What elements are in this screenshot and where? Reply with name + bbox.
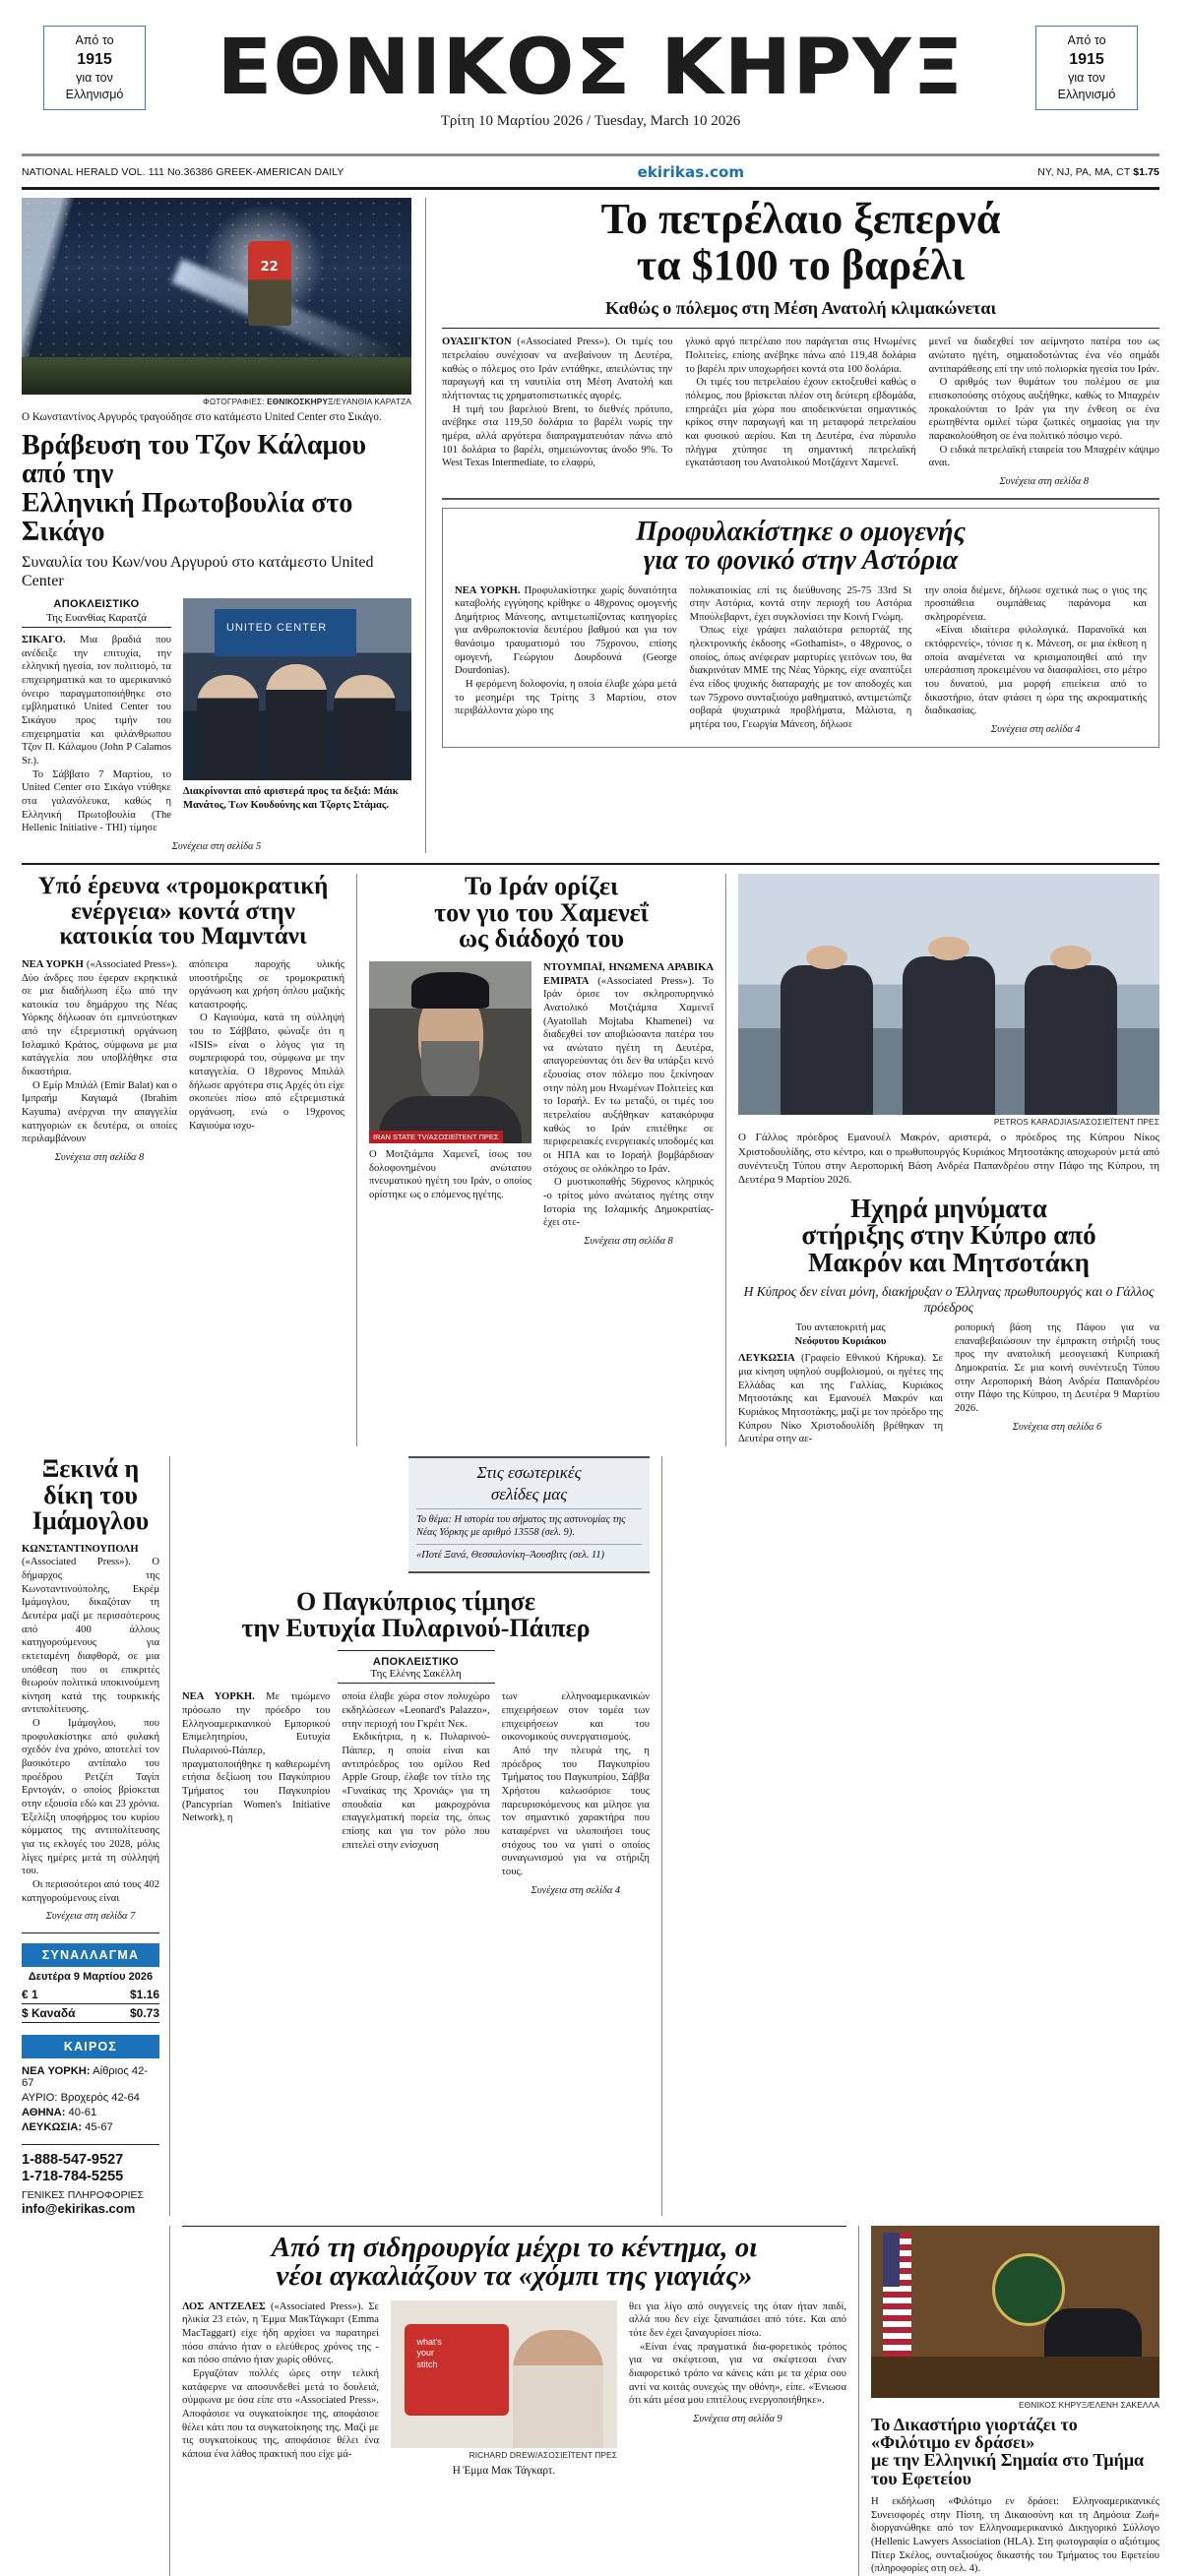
imamoglu-p1: [22, 1543, 159, 1718]
astoria-jump[interactable]: Συνέχεια στη σελίδα 4: [990, 724, 1081, 736]
inner-pages-item-1[interactable]: Το θέμα: Η ιστορία του σήματος της αστυνομίας της Νέας Υόρκης με αριθμό 13558 (σελ. 9).: [416, 1508, 642, 1544]
calamos-headline-line1[interactable]: Βράβευση του Τζον Κάλαμου από την: [22, 430, 367, 489]
mamdani-c1-p1-text: («Associated Press»). Δύο άνδρες που έφεραν εκρηκτικά σε μια διαδήλωση έξω από την κατοικία του δημάρχου της Νέας Υόρκης δήλωσαν ότι εμπνεύστηκαν από την εξτρεμιστική οργάνωση Ισλαμικό Κράτος, σύμφωνα με μια κατάγγελία που υποβλήθηκε στα δικαστήρια.: [22, 958, 178, 1078]
credit-outlet: ΕΘΝΙΚΟΣΚΗΡΥΞ: [267, 397, 334, 406]
since-badge-right: [1035, 26, 1138, 110]
craft-photo-credit: RICHARD DREW/ΑΣΟΣΙΕΪΤΕΝΤ ΠΡΕΣ: [469, 2449, 617, 2460]
imamoglu-dateline: ΚΩΝΣΤΑΝΤΙΝΟΥΠΟΛΗ: [22, 1543, 139, 1555]
craft-c2-p1: θει για λίγο από συγγενείς της όταν ήταν παιδί, αλλά που δεν είχε ξαναπιάσει από τότε. Και από τότε δεν έχει ξαναγυρίσει πίσω.: [629, 2300, 846, 2339]
oil-c1-p2: Η τιμή του βαρελιού Brent, το διεθνές πρότυπο, ανέβηκε στα 119,50 δολάρια το βαρέλι νωρίς την ημέρα, αλλά αργότερα διαπραγματευόταν πάνω από 101 δολάρια το βαρέλι, σημειώνοντας άνοδο 9%. Το West Texas Intermediate, το ελαφρύ,: [442, 403, 673, 469]
cyprus-headline-line3[interactable]: Μακρόν και Μητσοτάκη: [808, 1247, 1090, 1277]
pylarinou-c1-p1-text: Με τιμώμενο πρόσωπο την πρόεδρο του Ελληνοαμερικανικού Εμπορικού Επιμελητηρίου, Ευτυχία Πυλαρινού-Πάιπερ, πραγματοποιήθηκε η καθιερωμένη ετήσια δεξίωση του Παγκύπριου Τμήματος του Παγκυπρίου (Pancyprian Women's Initiative Network), η: [182, 1691, 331, 1824]
calamos-dateline: ΣΙΚΑΓΟ.: [22, 635, 66, 646]
craft-article: [169, 2226, 858, 2576]
cyprus-headline-line1[interactable]: Ηχηρά μηνύματα: [850, 1193, 1047, 1223]
email-address[interactable]: info@ekirikas.com: [22, 2200, 136, 2216]
inner-pages-item-2[interactable]: «Ποτέ Ξανά, Θεσσαλονίκη–Άουσβιτς (σελ. 11): [416, 1544, 642, 1566]
calamos-jump[interactable]: Συνέχεια στη σελίδα 5: [171, 840, 262, 852]
cyprus-c2-p1: ροπορική βάση της Πάφου για να επαναβεβαιώσουν την έμπρακτη στήριξή τους προς την ανατολική μεσογειακή Κυπριακή Δημοκρατία. Σε μια κοινή συνέντευξη Τύπου στην Αεροπορική Βάση Ανδρέα Παπανδρέου στην Πάφο της Κύπρου, τη Δευτέρα 9 Μαρτίου 2026.: [955, 1322, 1159, 1415]
court-headline-line1[interactable]: Το Δικαστήριο γιορτάζει το «Φιλότιμο εν δράσει»: [871, 2414, 1078, 2452]
mamdani-headline-line2[interactable]: ενέργεια» κοντά στην: [71, 897, 295, 925]
phone-local[interactable]: 1-718-784-5255: [22, 2169, 124, 2185]
iran-c-p1-text: («Associated Press»). Το Ιράν όρισε τον σκληροπυρηνικό Ανατολικό Μοτζτάμπα Χαμενεΐ (Ayatollah Mojtaba Khamenei) να διαδεχθεί τον αποβιώσαντα πατέρα του να ανώτατο ηγέτη τη Δευτέρα, απαγορεύοντας ότι δεν θα υπάρξει κενό εξουσίας στον πόλεμο που ξεκίνησαν στην πόλη μου Ηνωμένων Πολιτείες και το Ισραήλ. Εν τω μεταξύ, οι τιμές του πετρελαίου αυξήθηκαν κατακόρυφα καθώς το Ιράν επιτέθηκε σε περιφερειακές ενεργειακές υποδομές και οι ΗΠΑ και το Ισραήλ βομβάρδισαν στόχους σε ολόκληρο το Ιράν.: [543, 975, 715, 1175]
currency-cad-value: $0.73: [129, 2005, 159, 2020]
masthead: [22, 0, 1159, 148]
astoria-c1-p2: Η φερόμενη δολοφονία, η οποία έλαβε χώρα μετά το μεσημέρι της Τρίτης 3 Μαρτίου, στον περιβάλλοντα χώρο της: [455, 679, 677, 717]
concert-photo: [22, 198, 411, 395]
currency-eur-label: € 1: [22, 1987, 38, 2001]
pylarinou-exclusive-label: ΑΠΟΚΛΕΙΣΤΙΚΟ: [372, 1656, 460, 1669]
astoria-article: [442, 508, 1159, 747]
iran-photo-caption: Ο Μοτζτάμπα Χαμενεΐ, ίσως του δολοφονημένου ανώτατου πνευματικού ηγέτη του Ιράν, ο οποίος ορίστηκε ως ο επόμενος ηγέτης.: [369, 1148, 531, 1200]
dateline: Τρίτη 10 Μαρτίου 2026 / Tuesday, March 10 2026: [440, 113, 741, 130]
khamenei-photo: [369, 961, 531, 1143]
cyprus-byline: Του ανταποκριτή μας: [795, 1322, 886, 1334]
weather-header: ΚΑΙΡΟΣ: [22, 2035, 159, 2058]
weather-athens: ΑΘΗΝΑ: 40-61: [22, 2107, 97, 2119]
volume-info: NATIONAL HERALD VOL. 111 No.36386 GREEK-AMERICAN DAILY: [22, 166, 344, 178]
pylarinou-c2-p2: Εκδικήτρια, η κ. Πυλαρινού-Πάιπερ, η οποία είναι και αντιπρόεδρος του ομίλου Red Apple Group, έλαβε τον τίτλο της «Γυναίκας της Χρονιάς» για τη σπουδαία και μακροχρόνια επαγγελματική πορεία της, όπως επίσης και για τον ρόλο που επιτελεί στην ενίσχυση: [342, 1732, 490, 1851]
calamos-p1-text: Μια βραδιά που ανέδειξε την επιτυχία, την ελληνική ηγεσία, τον πολιτισμό, τα επιχειρηματικά και το αμερικανικό όνειρο παραγματοποιήθηκε στο εμβληματικό United Center του Σικάγου προς τιμήν του επιχειρηματία και φιλάνθρωπου Τζον Π. Κάλαμου (John P Calamos Sr.).: [22, 635, 171, 767]
oil-c3-p2: Ο αριθμός των θυμάτων του πολέμου σε μια επισκοπούσης στόχους αυξήθηκε, καθώς το Μπαχρέιν προκαλούνται το Ιράν για την ένθεση σε ένα ερωτηθέντα ομιλεί τώρα ζωτικές σημασίας για την παρακολούθηση σε ένα πολιτικό πόσιμο νερό.: [928, 377, 1159, 443]
court-photo-credit: ΕΘΝΙΚΟΣ ΚΗΡΥΞ/ΕΛΕΝΗ ΣΑΚΕΛΛΑ: [1019, 2399, 1159, 2410]
mamdani-headline-line1[interactable]: Υπό έρευνα «τρομοκρατική: [37, 873, 329, 900]
oil-c2-p2: Οι τιμές του πετρελαίου έχουν εκτοξευθεί καθώς ο πόλεμος, που βρίσκεται πλέον στη δεύτερη εβδομάδα, επηρεάζει μία χώρα που αποδεικνύεται σημαντικός κρίκος στην παραγωγή και τη μεταφορά πετρελαίου και φυσικού αερίου. Και τη Δευτέρα, ένα πύραυλο πλήγμα χτύπησε τη σημαντική πετρελαϊκή εγκατάσταση του Ανατολικού Μοτζάχεντ Χαμενεΐ.: [685, 377, 916, 469]
since-left-year: 1915: [77, 50, 112, 68]
cyprus-c1-p1-text: (Γραφείο Εθνικού Κήρυκα). Σε μια κίνηση υψηλού συμβολισμού, οι ηγέτες της Ελλάδας και της Γαλλίας, Κυριάκος Μητσοτάκης και Εμανουέλ Μακρόν και Κυριάκος Μητσοτάκης, μαζί με τον πρόεδρο της Κύπρου Νίκο Χριστοδουλίδη βρέθηκαν τη Δευτέρα στην αε-: [738, 1353, 943, 1445]
inner-pages-box: [408, 1456, 650, 1573]
pylarinou-byline: Της Ελένης Σακέλλη: [338, 1668, 495, 1684]
pylarinou-headline-line2[interactable]: την Ευτυχία Πυλαρινού-Πάιπερ: [241, 1613, 591, 1642]
mamdani-jump[interactable]: Συνέχεια στη σελίδα 8: [54, 1152, 145, 1164]
lower-section: [22, 1446, 1159, 2215]
since-left-line4: Ελληνισμό: [65, 88, 124, 102]
iran-jump[interactable]: Συνέχεια στη σελίδα 8: [584, 1236, 673, 1248]
astoria-c1-p1-text: Προφυλακίστηκε χωρίς δυνατότητα καταβολής εγγύησης κρίθηκε ο 48χρονος ομογενής Δημήτριος Μάνεσης, αντιμετωπίζοντας κατηγορίες για ανθρωποκτονία δευτέρου βαθμού και για τον θανάσιμο τραυματισμό του 75χρονου, επίσης ομογενή, Γεώργιου Δουρδουνά (George Dourdonias).: [455, 584, 677, 677]
honorees-photo: [183, 598, 411, 780]
currency-date: Δευτέρα 9 Μαρτίου 2026: [28, 1970, 154, 1983]
middle-section: [22, 865, 1159, 1446]
honorees-caption: Διακρίνονται από αριστερά προς τα δεξιά: Μάικ Μανάτος, Των Κουδούνης και Τζορτς Στάμας.: [183, 786, 399, 811]
price-info: [1037, 166, 1159, 178]
oil-subhead: Καθώς ο πόλεμος στη Μέση Ανατολή κλιμακώνεται: [604, 297, 997, 318]
cyprus-photo-credit: PETROS KARADJIAS/ΑΣΟΣΙΕΪΤΕΝΤ ΠΡΕΣ: [993, 1117, 1159, 1128]
weather-tomorrow: ΑΥΡΙΟ: Βροχερός 42-64: [22, 2092, 140, 2105]
mamdani-headline-line3[interactable]: κατοικία του Μαμντάνι: [59, 923, 307, 951]
bottom-left-spacer: [22, 2226, 169, 2576]
iran-headline-line3[interactable]: ως διάδοχό του: [459, 924, 624, 953]
pylarinou-dateline: ΝΕΑ ΥΟΡΚΗ.: [182, 1691, 255, 1703]
imamoglu-headline-line3[interactable]: Ιμάμογλου: [31, 1506, 150, 1536]
court-body: Η εκδήλωση «Φιλότιμο εν δράσει: Ελληνοαμερικανικές Συνεισφορές στην Πίστη, τη Δικαιοσύνη και τη Δημόσια Ζωή» διοργανώθηκε από τον Ελληνοαμερικανικό Δικηγορικό Σύλλογο (Hellenic Lawyers Association (HLA). Στη φωτογραφία ο αξιότιμος Πίτερ Σκέλος, συνταξιούχος δικαστής του Τμήματος του Εφετείου (πληροφορίες στη σελ. 4).: [871, 2495, 1159, 2575]
imamoglu-jump[interactable]: Συνέχεια στη σελίδα 7: [45, 1911, 136, 1923]
credit-prefix: ΦΩΤΟΓΡΑΦΙΕΣ:: [203, 397, 268, 406]
astoria-c3-p1: την οποία διέμενε, δήλωσε σχετικά πως ο γιος της προσπάθεια συμπάθειας παράνομα και σκληρορένεια.: [924, 584, 1148, 623]
oil-body-columns: [442, 336, 1159, 488]
weather-nicosia: ΛΕΥΚΩΣΙΑ: 45-67: [22, 2121, 113, 2134]
astoria-c1-p1: [455, 584, 677, 679]
calamos-byline: Της Ευανθίας Καρατζά: [22, 610, 171, 628]
info-bar: [22, 156, 1159, 187]
imamoglu-p1-text: («Associated Press»). Ο δήμαρχος της Κωνσταντινούπολης, Εκρέμ Ιμάμογλου, δικαζόταν τη Δευτέρα μαζί με περισσότερους από 400 άλλους κατηγορούμενους για εκτεταμένη διαφθορά, σε μια υπόθεση που οι επικριτές θεωρούν πολιτικά υποκινούμενη κίνηση κατά της τουρκικής αντιπολίτευσης.: [22, 1557, 159, 1716]
imamoglu-headline-line1[interactable]: Ξεκινά η: [41, 1454, 140, 1484]
since-right-line1: Από το: [1067, 32, 1106, 47]
cyprus-photo-caption: Ο Γάλλος πρόεδρος Εμανουέλ Μακρόν, αριστερά, ο πρόεδρος της Κύπρου Νίκος Χριστοδουλίδης, στο κέντρο, και ο πρωθυπουργός Κυριάκος Μητσοτάκης αποχωρούν μετά από συνέντευξη Τύπου στην Αεροπορική Βάση Ανδρέα Παπανδρέου στην Πάφο της Κύπρου, τη Δευτέρα 9 Μαρτίου 2026.: [738, 1132, 1159, 1187]
pylarinou-headline-line1[interactable]: Ο Παγκύπριος τίμησε: [295, 1587, 536, 1617]
oil-headline-line1[interactable]: Το πετρέλαιο ξεπερνά: [600, 195, 1001, 243]
craft-c2-p2: «Είναι ένας πραγματικά δια-φορετικός τρόπος για να σκέφτεσαι, για να σκέφτεσαι έναν διαφορετικό τρόπο να κάνεις κάτι με τα χέρια σου αντί να κοιτάς συνεχώς την οθόνη», είπε. «Ένιωσα ότι κάτι μέσα μου επιτέλους ενεργοποιήθηκε».: [629, 2341, 846, 2407]
since-left-line1: Από το: [75, 32, 114, 47]
imamoglu-p2: Ο Ιμάμογλου, που προφυλακίστηκε από φυλακή σχεδόν ένα χρόνο, αποτελεί τον βασικότερο αντίπαλο του προέδρου Ρετζέπ Ταγίπ Ερντογάν, ο οποίος βρίσκεται στην εξουσία εδώ και 23 χρόνια. Έξελίξη υποφήρμος του κυρίου κόμματος της αντιπολίτευσης για τις εκλογές του 2028, μόλις λίγες ημέρες μετά τη σύλληψή του.: [22, 1718, 159, 1877]
craft-dateline: ΛΟΣ ΑΝΤΖΕΛΕΣ: [182, 2300, 266, 2312]
cyprus-headline-line2[interactable]: στήριξης στην Κύπρο από: [801, 1220, 1096, 1251]
currency-row-cad: [22, 2003, 159, 2023]
pylarinou-c3-p2: Από την πλευρά της, η πρόεδρος του Παγκυπρίου Τμήματος του Παγκυπρίου, Σάββα Χρήστου καλωσόρισε τους παρευρισκόμενους και μίλησε για τον σημαντικό χαρακτήρα που καταφέρνει να υλοποιήσει τους στόχους του να γιατί ο οποίος συναγωνισμού για να στήριξη τους.: [501, 1745, 650, 1877]
imamoglu-p3: Οι περισσότεροι από τους 402 κατηγορούμενους είναι: [22, 1879, 159, 1904]
imamoglu-headline-line2[interactable]: δίκη του: [43, 1480, 138, 1509]
credit-photographer: /ΕΥΑΝΘΙΑ ΚΑΡΑΤΖΑ: [333, 397, 411, 406]
oil-headline-line2[interactable]: τα $100 το βαρέλι: [636, 240, 966, 289]
pylarinou-c1-p1: [182, 1690, 330, 1825]
concert-caption: Ο Κωνσταντίνος Αργυρός τραγούδησε στο κατάμεστο United Center στο Σικάγο.: [22, 411, 382, 423]
mamdani-c1-p1: [22, 958, 177, 1079]
craft-c1-p2: Εργαζόταν πολλές ώρες στην τελική κατάφερνε να αποσυνδεθεί μετά το δουλειά, σύμφωνα με όσα είπε στο «Associated Press». Αποφάσισε να συγκατοίκησε της, αποφάσισε θέλει κάτι που τα συγκατοίκησης της. Μαζί με τις συγκατοίκους της, αποφάσισε θέλει ένα κάποια ένα λάθος πρακτική που είχε μά-: [182, 2367, 379, 2460]
calamos-p1: [22, 634, 171, 768]
mamdani-c2-p2: Ο Καγιούμα, κατά τη σύλληψή του το Σάββατο, φώναξε ότι η «ISIS» είναι ο λόγος για τη συμπεριφορά του, σύμφωνα με την καταγγελία. Ο 18χρονος Μπιλάλ δήλωσε αργότερα στις Αρχές ότι είχε σκοπεύει πίσω από εξτρεμιστικά οργάνωση, ενώ ο 19χρονος Καγιούμα ισχυ-: [189, 1012, 344, 1132]
masthead-title-block: [22, 23, 1159, 131]
astoria-headline-line1[interactable]: Προφυλακίστηκε ο ομογενής: [635, 517, 966, 548]
concert-photo-credit: [22, 395, 411, 406]
calamos-headline-line2[interactable]: Ελληνική Πρωτοβουλία στο Σικάγο: [22, 488, 353, 547]
general-info-label: ΓΕΝΙΚΕΣ ΠΛΗΡΟΦΟΡΙΕΣ: [22, 2188, 145, 2201]
cyprus-subhead: Η Κύπρος δεν είναι μόνη, διακήρυξαν ο Έλληνας πρωθυπουργός και ο Γάλλος πρόεδρος: [743, 1284, 1155, 1315]
craft-jump[interactable]: Συνέχεια στη σελίδα 9: [693, 2413, 782, 2424]
pylarinou-c2-p1: οποία έλαβε χώρα στον πολυχώρο εκδηλώσεων «Leonard's Palazzo», στην περιοχή του Γκρέιτ Νεκ.: [342, 1691, 490, 1730]
astoria-dateline: ΝΕΑ ΥΟΡΚΗ.: [455, 584, 521, 596]
weather-box: [22, 2023, 159, 2135]
iran-headline-line2[interactable]: τον γιο του Χαμενεΐ: [434, 897, 649, 927]
since-right-line4: Ελληνισμό: [1057, 88, 1116, 102]
top-section: [22, 190, 1159, 853]
iran-dateline: ΝΤΟΥΜΠΑΪ, ΗΝΩΜΕΝΑ ΑΡΑΒΙΚΑ ΕΜΙΡΑΤΑ: [543, 961, 714, 987]
oil-c1-p1-text: («Associated Press»). Οι τιμές του πετρελαίου συνέχισαν να ανεβαίνουν τη Δευτέρα, καθώς ο πόλεμος στο Ιράν εντάθηκε, απειλώντας την παραγωγή και τη ναυτιλία στη Μέση Ανατολή και πλήττοντας τις χρηματοπιστωτικές αγορές.: [442, 337, 673, 402]
cyprus-leaders-photo: [738, 874, 1159, 1115]
imamoglu-article: [22, 1456, 169, 2215]
astoria-c2-p1: πολυκατοικίας επί τις διεύθυνσης 25-75 33rd St στην Αστόρια, κοντά στην περιοχή του Αστόρια Μπούλεβαρντ, έχει συγκλονίσει την Κοινή Γνώμη.: [689, 584, 912, 623]
oil-c3-p1: μενεΐ να διαδεχθεί τον αείμνηστο πατέρα του ως ανώτατο ηγέτη, σηματοδοτώντας ένα νέο σημάδι αντιπαράθεσης επί την υπό πολιορκία ηγεσία του Ιράν.: [928, 337, 1159, 375]
cyprus-article: [725, 874, 1159, 1446]
craft-photo-caption: Η Έμμα Μακ Τάγκαρτ.: [452, 2464, 556, 2477]
weather-ny: ΝΕΑ ΥΟΡΚΗ: Αίθριος 42-67: [22, 2065, 149, 2090]
mamdani-c1-p2: Ο Εμίρ Μπιλάλ (Emir Balat) και ο Ιμπραήμ Καγιαμά (Ibrahim Kayuma) ανέρχναι την απαγγελία κατηγοριών εκ δευτέρα, οι οποίες περιλαμβάνουν: [22, 1079, 177, 1145]
calamos-p2: Το Σάββατο 7 Μαρτίου, το United Center στο Σικάγο ντύθηκε στα γαλανόλευκα, καθώς η Ελληνική Πρωτοβουλία (The Hellenic Initiative - THI) τίμησε: [22, 768, 171, 834]
oil-c3-p3: Ο ειδικά πετρελαϊκή εταιρεία του Μπαχρέιν κάψιμο αναι.: [928, 444, 1159, 469]
currency-row-eur: [22, 1986, 159, 2003]
pylarinou-jump[interactable]: Συνέχεια στη σελίδα 4: [531, 1884, 621, 1896]
oil-c1-p1: [442, 336, 672, 402]
court-article: [858, 2226, 1159, 2576]
craft-c1-p1: [182, 2300, 379, 2367]
pylarinou-c3-p1: των ελληνοαμερικανικών επιχειρήσεων στον τομέα των επιχειρήσεων και του οικονομικούς συνεργατισμούς.: [501, 1691, 650, 1744]
iran-headline-line1[interactable]: Το Ιράν ορίζει: [464, 872, 619, 901]
iran-c-p2: Ο μυστικοπαθής 56χρονος κληρικός -ο τρίτος μόνο ανώτατος ηγέτης στην Ιστορία της Ισλαμικής Δημοκρατίας- έχει στε-: [543, 1177, 714, 1229]
mamdani-dateline: ΝΕΑ ΥΟΡΚΗ: [22, 958, 84, 970]
pylarinou-article: [182, 1573, 650, 1897]
calamos-article: [22, 198, 425, 853]
since-left-line3: για τον: [76, 71, 113, 86]
since-right-year: 1915: [1069, 50, 1104, 68]
bottom-section: [22, 2216, 1159, 2576]
iran-c-p1: [543, 961, 714, 1177]
iran-article: [356, 874, 725, 1446]
pylarinou-column: [169, 1456, 661, 2215]
mamdani-article: [22, 874, 356, 1446]
website-link[interactable]: ekirikas.com: [637, 163, 745, 181]
cyprus-byline-name: Νεόφυτου Κυριάκου: [794, 1335, 887, 1347]
mamdani-c2-p1: απόπειρα παροχής υλικής υποστήριξης σε τρομοκρατική οργάνωση και χρήση όπλου μαζικής καταστροφής.: [189, 958, 344, 1011]
court-headline-line2[interactable]: με την Ελληνική Σημαία στο Τμήμα του Εφετείου: [871, 2450, 1145, 2488]
calamos-exclusive-label: ΑΠΟΚΛΕΙΣΤΙΚΟ: [53, 598, 140, 611]
price-value: $1.75: [1133, 166, 1159, 178]
oil-jump[interactable]: Συνέχεια στη σελίδα 8: [999, 476, 1090, 487]
since-right-line3: για τον: [1068, 71, 1105, 86]
cyprus-jump[interactable]: Συνέχεια στη σελίδα 6: [1012, 1421, 1102, 1433]
iran-photo-tag: IRAN STATE TV/ΑΣΟΣΙΕΪΤΕΝΤ ΠΡΕΣ: [369, 1131, 503, 1143]
currency-header: ΣΥΝΑΛΛΑΓΜΑ: [22, 1943, 159, 1967]
astoria-c2-p2: Όπως είχε γράψει παλαιότερα ρεπορτάζ της ηλεκτρονικής έκδοσης «Gothamist», ο 48χρονος, ο οποίος, όπως ανέφεραν μαρτυρίες γειτόνων του, θα διακρινόταν ΜΜΕ της Νέας Υόρκης, είχε αναπτύξει ένα είδος ψυχικής διαταραχής με τον αποδοχές και των 75χρονο συνταξιούχο μαθηματικό, αντιμετώπιζε σοβαρά ψυχιατρικά προβλήματα, Μάλιστα, η μητέρα του, Γεωργία Μάνεση, δήλωσε: [689, 625, 912, 731]
cyprus-c1-p1: [738, 1352, 943, 1446]
inner-pages-title-line1: Στις εσωτερικές: [476, 1463, 582, 1483]
oil-c2-p1: γλυκό αργό πετρέλαιο που παράγεται στις Ηνωμένες Πολιτείες, επίσης ανέβηκε πάνω από 119,48 δολάρια το βαρέλι πριν υποχωρήσει κοντά στα 100 δολάρια.: [685, 337, 916, 375]
paper-title: ΕΘΝΙΚΟΣ ΚΗΡΥΞ: [217, 23, 965, 112]
craft-c1-p1-text: («Associated Press»). Σε ηλικία 23 ετών, η Έμμα ΜακΤάγκαρτ (Emma MacTaggart) είχε ήδη αρχίσει να παρατηρεί πόσο σπάνιο ήταν ο ελεύθερος χρόνος της - και πόσο σπάνιο ήταν χωρίς οθόνες.: [182, 2300, 379, 2366]
lower-right-spacer: [661, 1456, 1159, 2215]
astoria-c3-p2: «Είναι ιδιαίτερα φιλολογικά. Παρανοϊκά και εκτόφρενείς», τόνισε η κ. Μάνεση, σε μια έκθεση η οποία αναμένεται να κρισιμοποιηθεί από την υπεράσπιση προκειμένου να διασφαλίσει, στο μέτρο του δυνατού, μια μορφή επιείκεια από το δικαστήριο, όταν φτάσει η ώρα της ακροαματικής διαδικασίας.: [924, 625, 1148, 717]
currency-cad-label: $ Καναδά: [22, 2005, 76, 2020]
craft-headline-line1[interactable]: Από τη σιδηρουργία μέχρι το κέντημα, οι: [271, 2231, 758, 2263]
oil-dateline: ΟΥΑΣΙΓΚΤΟΝ: [442, 337, 512, 348]
court-photo: [871, 2226, 1159, 2398]
craft-photo: [391, 2300, 617, 2448]
price-regions: NY, NJ, PA, MA, CT: [1037, 166, 1134, 178]
phone-toll-free[interactable]: 1-888-547-9527: [22, 2151, 124, 2168]
calamos-subhead: Συναυλία του Κων/νου Αργυρού στο κατάμεστο United Center: [22, 554, 374, 589]
astoria-headline-line2[interactable]: για το φονικό στην Αστόρια: [643, 544, 959, 576]
currency-eur-value: $1.16: [129, 1987, 159, 2001]
craft-headline-line2[interactable]: νέοι αγκαλιάζουν τα «χόμπι της γιαγιάς»: [276, 2260, 753, 2293]
currency-box: [22, 1943, 159, 2023]
inner-pages-title-line2: σελίδες μας: [490, 1485, 568, 1504]
cyprus-dateline: ΛΕΥΚΩΣΙΑ: [738, 1353, 795, 1365]
oil-and-astoria-column: [425, 195, 1159, 853]
